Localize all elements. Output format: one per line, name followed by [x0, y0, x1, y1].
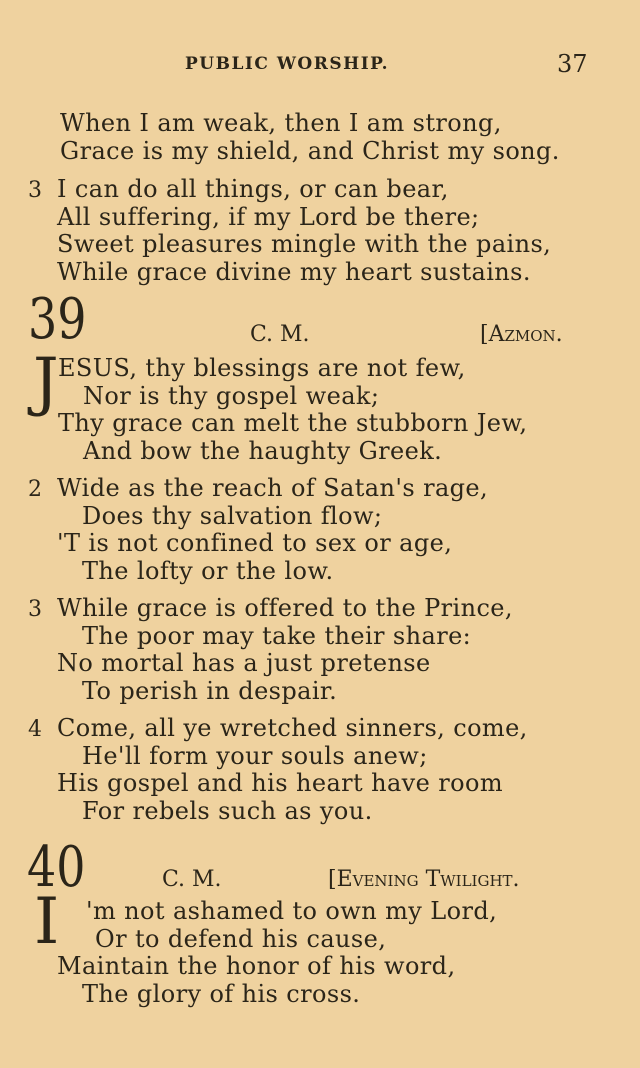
- verse-line: For rebels such as you.: [82, 796, 373, 825]
- verse-line: Thy grace can melt the stubborn Jew,: [58, 409, 528, 437]
- verse-line: I can do all things, or can bear,: [57, 175, 449, 203]
- verse-line: He'll form your souls anew;: [82, 741, 428, 770]
- verse-continuation: [60, 110, 560, 165]
- verse: [57, 475, 488, 585]
- verse-line: Maintain the honor of his word,: [57, 952, 456, 980]
- verse-line: Come, all ye wretched sinners, come,: [57, 714, 528, 742]
- verse-line: Or to defend his cause,: [95, 924, 387, 953]
- verse-line: All suffering, if my Lord be there;: [57, 202, 480, 231]
- verse-line: Wide as the reach of Satan's rage,: [57, 474, 489, 502]
- page-number: 37: [557, 50, 588, 78]
- verse: [57, 898, 497, 1008]
- verse-line: The lofty or the low.: [82, 556, 334, 585]
- verse-line: To perish in despair.: [82, 676, 338, 705]
- verse-line: The poor may take their share:: [82, 621, 472, 650]
- verse-line: Does thy salvation flow;: [82, 501, 383, 530]
- verse-line: His gospel and his heart have room: [57, 769, 503, 797]
- verse-line: While grace divine my heart sustains.: [57, 257, 531, 286]
- hymn-tune: [Azmon.: [480, 322, 563, 347]
- verse-number: 4: [28, 717, 42, 742]
- verse: [57, 176, 551, 286]
- verse-number: 3: [28, 178, 42, 203]
- hymn-number: 39: [28, 287, 87, 352]
- verse-line: When I am weak, then I am strong,: [60, 109, 502, 137]
- verse-number: 2: [28, 477, 42, 502]
- drop-cap: J: [33, 345, 59, 419]
- hymn-number: 40: [27, 835, 86, 900]
- verse-line: And bow the haughty Greek.: [83, 436, 443, 465]
- verse-line: While grace is offered to the Prince,: [57, 594, 513, 622]
- verse-line: The glory of his cross.: [82, 979, 361, 1008]
- verse-line: Nor is thy gospel weak;: [83, 381, 380, 410]
- running-header: PUBLIC WORSHIP.: [185, 54, 390, 74]
- hymn-meter: C. M.: [250, 322, 310, 347]
- verse-line: 'm not ashamed to own my Lord,: [86, 897, 498, 925]
- hymn-meter: C. M.: [162, 867, 222, 892]
- verse: [57, 595, 513, 705]
- verse-line: No mortal has a just pretense: [57, 649, 431, 677]
- verse-line: Grace is my shield, and Christ my song.: [60, 136, 560, 165]
- hymn-tune: [Evening Twilight.: [328, 867, 520, 892]
- verse: [57, 715, 528, 825]
- drop-cap: I: [34, 885, 60, 959]
- verse: [58, 355, 527, 465]
- verse-number: 3: [28, 597, 42, 622]
- verse-line: 'T is not confined to sex or age,: [57, 529, 453, 557]
- verse-line: Sweet pleasures mingle with the pains,: [57, 230, 552, 258]
- verse-line: ESUS, thy blessings are not few,: [58, 354, 466, 382]
